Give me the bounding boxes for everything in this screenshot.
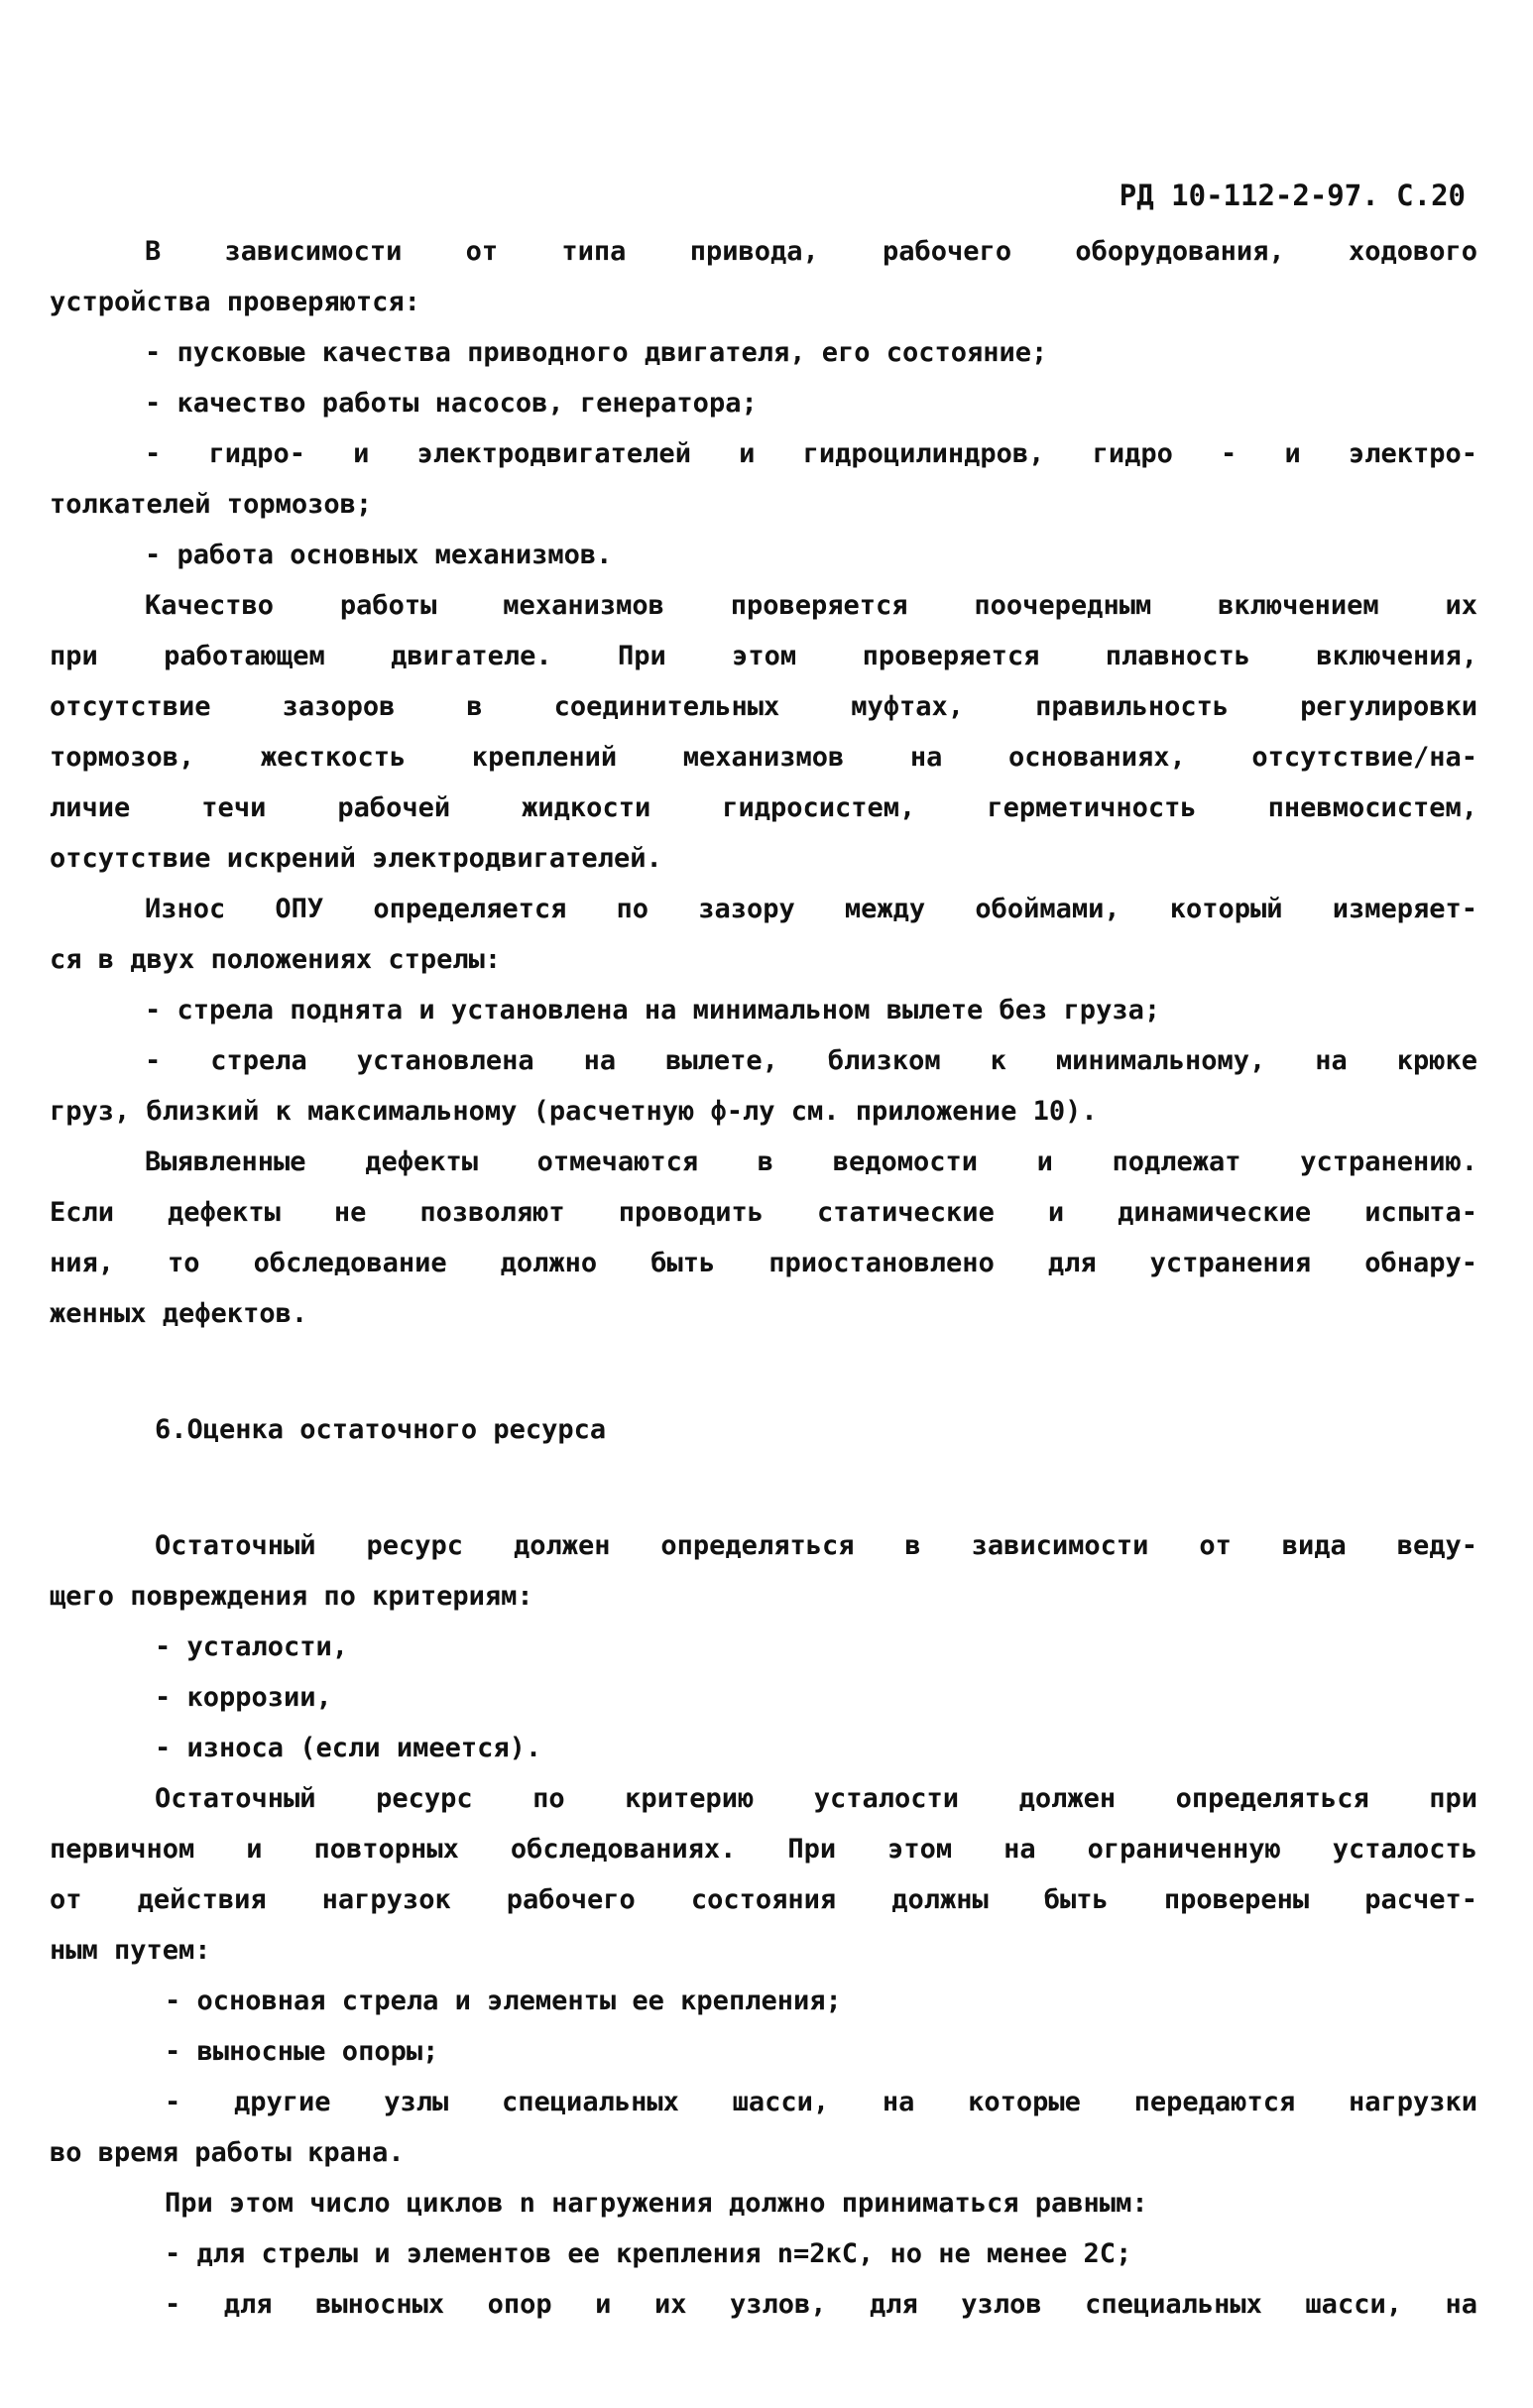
list-item-continuation: груз, близкий к максимальному (расчетную ф-лу см. приложение 10). bbox=[50, 1096, 1098, 1127]
paragraph-line: отсутствие зазоров в соединительных муфтах, правильность регулировки bbox=[50, 691, 1477, 722]
list-item: - усталости, bbox=[155, 1631, 349, 1662]
paragraph-line: Остаточный ресурс должен определяться в зависимости от вида веду- bbox=[155, 1530, 1477, 1561]
list-item: - основная стрела и элементы ее крепления; bbox=[165, 1986, 842, 2016]
section-heading: 6.Оценка остаточного ресурса bbox=[155, 1414, 607, 1445]
list-item: - для выносных опор и их узлов, для узлов специальных шасси, на bbox=[165, 2289, 1477, 2320]
paragraph-line: первичном и повторных обследованиях. При этом на ограниченную усталость bbox=[50, 1834, 1477, 1865]
list-item: - для стрелы и элементов ее крепления n=2кС, но не менее 2С; bbox=[165, 2238, 1132, 2269]
list-item: - стрела поднята и установлена на минимальном вылете без груза; bbox=[145, 995, 1161, 1025]
list-item: - работа основных механизмов. bbox=[145, 540, 613, 570]
list-item: - пусковые качества приводного двигателя, его состояние; bbox=[145, 337, 1048, 368]
paragraph-line: женных дефектов. bbox=[50, 1298, 308, 1329]
list-item: - выносные опоры; bbox=[165, 2036, 439, 2067]
paragraph-line: устройства проверяются: bbox=[50, 287, 420, 317]
list-item: - гидро- и электродвигателей и гидроцилиндров, гидро - и электро- bbox=[145, 438, 1477, 469]
document-body bbox=[50, 226, 1477, 2330]
paragraph-line: Износ ОПУ определяется по зазору между обоймами, который измеряет- bbox=[145, 894, 1477, 924]
paragraph-line: Качество работы механизмов проверяется поочередным включением их bbox=[145, 590, 1477, 621]
list-item: - качество работы насосов, генератора; bbox=[145, 388, 758, 419]
paragraph-line: ния, то обследование должно быть приостановлено для устранения обнару- bbox=[50, 1248, 1477, 1278]
paragraph-line: В зависимости от типа привода, рабочего оборудования, ходового bbox=[145, 236, 1477, 267]
paragraph-line: Выявленные дефекты отмечаются в ведомости и подлежат устранению. bbox=[145, 1146, 1477, 1177]
paragraph-line: от действия нагрузок рабочего состояния должны быть проверены расчет- bbox=[50, 1884, 1477, 1915]
paragraph-line: ным путем: bbox=[50, 1935, 211, 1966]
paragraph-line: Если дефекты не позволяют проводить статические и динамические испыта- bbox=[50, 1197, 1477, 1228]
list-item: - коррозии, bbox=[155, 1682, 332, 1713]
paragraph-line: отсутствие искрений электродвигателей. bbox=[50, 843, 662, 874]
list-item: - износа (если имеется). bbox=[155, 1733, 542, 1763]
paragraph-line: ся в двух положениях стрелы: bbox=[50, 944, 502, 975]
spacer bbox=[50, 1339, 1477, 1404]
spacer bbox=[50, 1455, 1477, 1520]
page-header: РД 10-112-2-97. С.20 bbox=[1119, 179, 1466, 212]
list-item-continuation: толкателей тормозов; bbox=[50, 489, 373, 520]
paragraph-line: Остаточный ресурс по критерию усталости должен определяться при bbox=[155, 1783, 1477, 1814]
list-item: - другие узлы специальных шасси, на которые передаются нагрузки bbox=[165, 2087, 1477, 2117]
paragraph-line: щего повреждения по критериям: bbox=[50, 1581, 533, 1612]
list-item-continuation: во время работы крана. bbox=[50, 2137, 405, 2168]
paragraph-line: При этом число циклов n нагружения должно приниматься равным: bbox=[165, 2188, 1148, 2219]
paragraph-line: тормозов, жесткость креплений механизмов на основаниях, отсутствие/на- bbox=[50, 742, 1477, 773]
list-item: - стрела установлена на вылете, близком к минимальному, на крюке bbox=[145, 1045, 1477, 1076]
paragraph-line: личие течи рабочей жидкости гидросистем, герметичность пневмосистем, bbox=[50, 792, 1477, 823]
paragraph-line: при работающем двигателе. При этом проверяется плавность включения, bbox=[50, 641, 1477, 671]
